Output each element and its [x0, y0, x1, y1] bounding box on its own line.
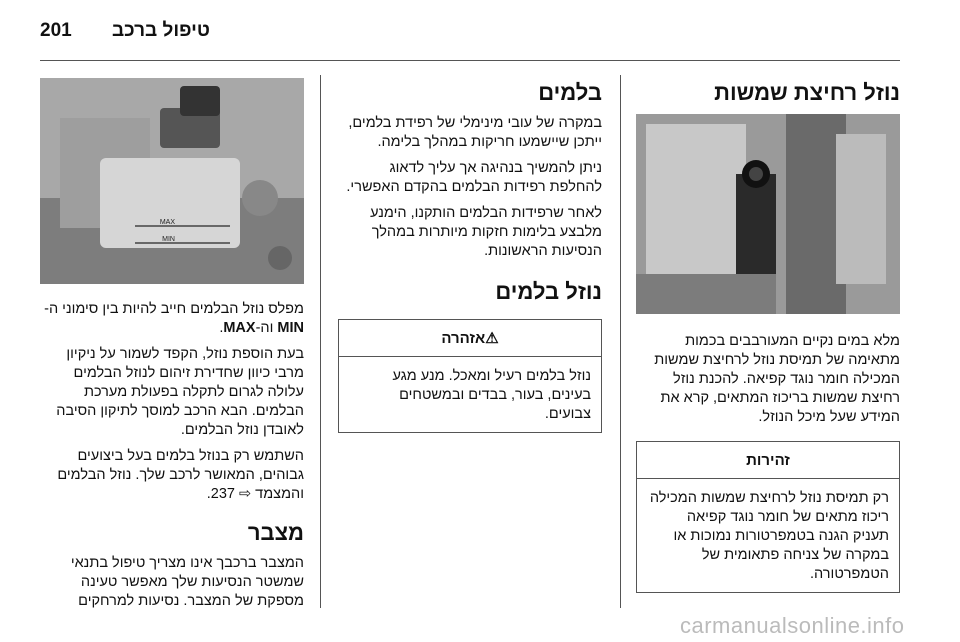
photo-min-label: MIN	[162, 236, 175, 243]
battery-heading: מצבר	[247, 520, 304, 545]
brake-fluid-heading: נוזל בלמים	[495, 279, 602, 304]
warning-box	[338, 319, 602, 433]
column-middle	[338, 80, 602, 433]
watermark: carmanualsonline.info	[680, 613, 905, 638]
brake-reservoir-illustration	[40, 78, 304, 284]
fluid-level-paragraph: מפלס נוזל הבלמים חייב להיות בין סימוני ה-MIN וה-MAX.	[44, 301, 304, 336]
washer-reservoir-photo	[636, 114, 900, 314]
warning-text: נוזל בלמים רעיל ומאכל. מנע מגע בעינים, בעור, בבדים ובמשטחים צבועים.	[392, 368, 591, 422]
brakes-paragraph-3: לאחר שרפידות הבלמים הותקנו, הימנע מלבצע בלימות חזקות מיותרות במהלך הנסיעות הראשונות.	[370, 205, 602, 259]
cleanliness-paragraph: בעת הוספת נוזל, הקפד לשמור על ניקיון מרבי כיוון שחדירת זיהום לנוזל הבלמים עלולה לגרום לתקלה בפעולת מערכת הבלמים. הבא הרכב למוסך לתיקון הסיבה לאובדן נוזל הבלמים.	[56, 346, 304, 438]
battery-paragraph: המצבר ברכבך אינו מצריך טיפול בתנאי שמשטר הנסיעות שלך מאפשר טעינה מספקת של המצבר. נסיעות למרחקים	[70, 555, 304, 609]
page-reference-arrow-icon: ⇨	[234, 486, 252, 502]
column-divider-right	[620, 75, 621, 608]
page-number: 201	[40, 20, 72, 41]
max-mark: MAX	[223, 320, 256, 336]
caution-title: זהירות	[637, 442, 899, 479]
column-right	[636, 80, 900, 593]
washer-fluid-heading: נוזל רחיצת שמשות	[714, 80, 900, 105]
column-divider-left	[320, 75, 321, 608]
warning-icon: ⚠	[485, 330, 499, 347]
brakes-paragraph-2: ניתן להמשיך בנהיגה אך עליך לדאוג להחלפת רפידות הבלמים בהקדם האפשרי.	[346, 160, 602, 195]
brakes-paragraph-1: במקרה של עובי מינימלי של רפידת בלמים, ייתכן שיישמעו חריקות במהלך בלימה.	[348, 115, 602, 150]
warning-title: אזהרה	[441, 330, 486, 347]
brake-reservoir-photo	[40, 78, 304, 284]
page-header	[0, 0, 960, 60]
min-mark: MIN	[277, 320, 304, 336]
brake-fluid-spec-paragraph: השתמש רק בנוזל בלמים בעל ביצועים גבוהים, המאושר לרכב שלך. נוזל הבלמים והמצמד ⇨ 237.	[57, 448, 304, 502]
header-rule	[40, 60, 900, 61]
brakes-heading: בלמים	[538, 80, 602, 105]
washer-fluid-paragraph: מלא במים נקיים המעורבבים בכמות מתאימה של תמיסת נוזל לרחיצת שמשות המכילה חומר נוגד קפיאה. להכנת נוזל רחיצת שמשות בריכוז המתאים, קרא את המידע שעל מיכל הנוזל.	[654, 333, 900, 425]
warning-header	[339, 320, 601, 357]
column-left	[40, 78, 304, 618]
washer-reservoir-illustration	[636, 114, 900, 314]
section-title: טיפול ברכב	[112, 20, 210, 41]
photo-max-label: MAX	[159, 219, 175, 226]
caution-box	[636, 441, 900, 593]
caution-text: רק תמיסת נוזל לרחיצת שמשות המכילה ריכוז מתאים של חומר נוגד קפיאה תעניק הגנה בטמפרטורות נמוכות או במקרה של צניחה פתאומית של הטמפרטורה.	[649, 490, 889, 582]
page-reference[interactable]: 237	[210, 486, 235, 502]
